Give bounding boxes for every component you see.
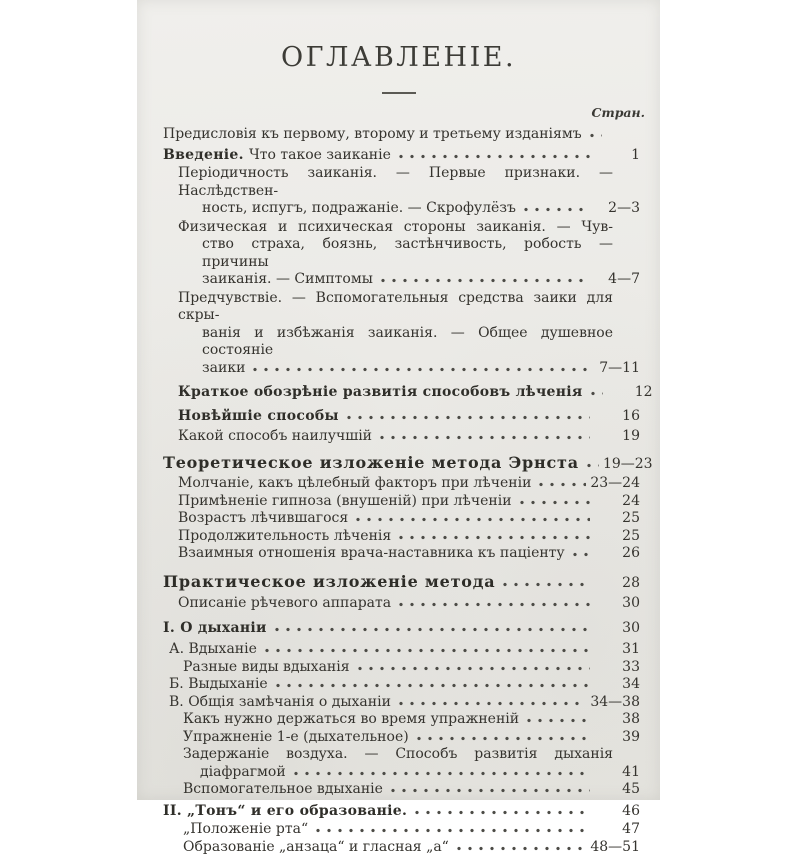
entry-text: Періодичность заиканія. — Первые признаки. — Наслѣдствен-	[178, 165, 613, 199]
toc-line	[137, 493, 640, 511]
toc-line	[137, 781, 640, 799]
toc-entry	[137, 803, 640, 821]
entry-text: Новѣйшіе способы	[178, 408, 339, 426]
entry-text: діафрагмой	[200, 764, 286, 782]
toc-entry	[137, 781, 640, 799]
entry-text: Разные виды вдыханія	[183, 659, 350, 677]
page-number: 25	[594, 528, 640, 546]
toc-line	[137, 147, 640, 165]
toc-line	[137, 360, 640, 378]
toc-entry	[137, 147, 640, 165]
entry-text: Предчувствіе. — Вспомогательныя средства заики для скры-	[178, 290, 613, 324]
dot-leader	[503, 582, 590, 587]
page-number: 4—7	[594, 271, 640, 289]
dot-leader	[356, 517, 590, 522]
page-number: 45	[594, 781, 640, 799]
page-number: 1	[594, 147, 640, 165]
toc-entry	[137, 126, 640, 144]
entry-text: Образованіе „анзаца“ и гласная „а“	[183, 839, 449, 856]
toc-line	[137, 271, 640, 289]
entry-text: Практическое изложеніе метода	[163, 573, 495, 591]
toc-entry	[137, 428, 640, 446]
page-number: 30	[594, 595, 640, 613]
page-number: 28	[594, 575, 640, 593]
page-column-header: Стран.	[137, 105, 660, 120]
entry-text: Какъ нужно держаться во время упражненій	[183, 711, 519, 729]
scan-page	[137, 0, 660, 800]
toc-entry	[137, 545, 640, 563]
toc-line	[137, 200, 640, 218]
dot-leader	[294, 771, 590, 776]
entry-text: Задержаніе воздуха. — Способъ развитія дыханія	[183, 746, 613, 762]
entry-text: Примѣненіе гипноза (внушеній) при лѣченіи	[178, 493, 512, 511]
dot-leader	[347, 415, 590, 420]
page-number: 34—38	[590, 694, 640, 712]
toc-line	[137, 711, 640, 729]
toc-entry	[137, 676, 640, 694]
toc-line	[137, 694, 640, 712]
toc-line	[137, 573, 640, 593]
entry-text: ство страха, боязнь, застѣнчивость, робость — причины	[202, 236, 613, 270]
toc-line	[137, 676, 640, 694]
page-number: 33	[594, 659, 640, 677]
toc-entry	[137, 384, 640, 402]
toc-entry	[137, 839, 640, 856]
toc-line	[137, 428, 640, 446]
toc-line	[137, 528, 640, 546]
entry-text: Теоретическое изложеніе метода Эрнста	[163, 454, 579, 472]
entry-text: ность, испугъ, подражаніе. — Скрофулёзъ	[202, 200, 516, 218]
dot-leader	[415, 810, 590, 815]
page-number: 38	[594, 711, 640, 729]
toc-line	[137, 236, 640, 271]
toc-line	[137, 659, 640, 677]
toc-line	[137, 454, 640, 474]
dot-leader	[520, 500, 590, 505]
toc-line	[137, 475, 640, 493]
toc-entry	[137, 528, 640, 546]
entry-text: Упражненіе 1-е (дыхательное)	[183, 729, 409, 747]
dot-leader	[399, 154, 590, 159]
page-number: 12	[607, 384, 653, 402]
page-number: 7—11	[594, 360, 640, 378]
page-number: 23—24	[590, 475, 640, 493]
toc-line	[137, 620, 640, 638]
toc-list	[137, 126, 660, 856]
toc-entry	[137, 659, 640, 677]
toc-entry	[137, 510, 640, 528]
dot-leader	[590, 133, 602, 138]
toc-line	[137, 325, 640, 360]
page-title: ОГЛАВЛЕНІЕ.	[137, 0, 660, 73]
dot-leader	[391, 788, 590, 793]
entry-text: заики	[202, 360, 245, 378]
entry-text: Введеніе. Что такое заиканіе	[163, 147, 391, 165]
toc-line	[137, 408, 640, 426]
dot-leader	[253, 367, 590, 372]
toc-entry	[137, 746, 640, 781]
entry-text: II. „Тонъ“ и его образованіе.	[163, 803, 407, 821]
page-number: 26	[594, 545, 640, 563]
dot-leader	[527, 718, 590, 723]
dot-leader	[316, 828, 590, 833]
dot-leader	[417, 736, 590, 741]
entry-text: ванія и избѣжанія заиканія. — Общее душевное состояніе	[202, 325, 613, 359]
page-number: 48—51	[590, 839, 640, 856]
entry-text: Б. Выдыханіе	[169, 676, 268, 694]
page-number: 2—3	[594, 200, 640, 218]
toc-line	[137, 595, 640, 613]
page-number: 24	[594, 493, 640, 511]
dot-leader	[399, 535, 590, 540]
dot-leader	[265, 648, 590, 653]
entry-text: I. О дыханіи	[163, 620, 267, 638]
toc-entry	[137, 620, 640, 638]
page-number: 25	[594, 510, 640, 528]
toc-line	[137, 545, 640, 563]
toc-entry	[137, 219, 640, 289]
toc-line	[137, 641, 640, 659]
entry-text: Предисловія къ первому, второму и третьему изданіямъ	[163, 126, 582, 144]
dot-leader	[381, 278, 590, 283]
toc-line	[137, 126, 640, 144]
dot-leader	[587, 463, 599, 468]
page-number: 19—23	[603, 456, 649, 474]
page-number: 34	[594, 676, 640, 694]
toc-entry	[137, 475, 640, 493]
toc-line	[137, 729, 640, 747]
entry-text: А. Вдыханіе	[169, 641, 257, 659]
dot-leader	[380, 435, 590, 440]
dot-leader	[399, 602, 590, 607]
toc-entry	[137, 729, 640, 747]
dot-leader	[457, 846, 587, 851]
entry-text: заиканія. — Симптомы	[202, 271, 373, 289]
toc-line	[137, 746, 640, 764]
toc-entry	[137, 711, 640, 729]
toc-line	[137, 290, 640, 325]
entry-text: Взаимныя отношенія врача-наставника къ паціенту	[178, 545, 565, 563]
dot-leader	[539, 482, 586, 487]
toc-entry	[137, 165, 640, 218]
page-number: 46	[594, 803, 640, 821]
entry-text: Возрастъ лѣчившагося	[178, 510, 348, 528]
toc-entry	[137, 493, 640, 511]
toc-line	[137, 821, 640, 839]
entry-bold-prefix: Введеніе.	[163, 147, 249, 163]
toc-line	[137, 839, 640, 856]
entry-text: Описаніе рѣчевого аппарата	[178, 595, 391, 613]
toc-entry	[137, 821, 640, 839]
dot-leader	[358, 666, 590, 671]
dot-leader	[275, 627, 590, 632]
toc-entry	[137, 641, 640, 659]
toc-line	[137, 219, 640, 237]
entry-text: Молчаніе, какъ цѣлебный факторъ при лѣченіи	[178, 475, 531, 493]
page-number: 47	[594, 821, 640, 839]
page-number: 41	[594, 764, 640, 782]
dot-leader	[524, 207, 590, 212]
toc-line	[137, 510, 640, 528]
entry-text: Физическая и психическая стороны заиканія. — Чув-	[178, 219, 613, 235]
toc-entry	[137, 694, 640, 712]
entry-text: В. Общія замѣчанія о дыханіи	[169, 694, 391, 712]
toc-line	[137, 384, 640, 402]
page-number: 39	[594, 729, 640, 747]
dot-leader	[399, 701, 586, 706]
toc-entry	[137, 454, 640, 474]
toc-line	[137, 764, 640, 782]
title-divider-rule	[382, 92, 416, 94]
entry-text: Какой способъ наилучшій	[178, 428, 372, 446]
toc-entry	[137, 595, 640, 613]
dot-leader	[276, 683, 590, 688]
toc-entry	[137, 573, 640, 593]
toc-line	[137, 165, 640, 200]
entry-text: Краткое обозрѣніе развитія способовъ лѣченія	[178, 384, 583, 402]
page-number: 19	[594, 428, 640, 446]
entry-text: Вспомогательное вдыханіе	[183, 781, 383, 799]
entry-text: „Положеніе рта“	[183, 821, 308, 839]
page-number: 31	[594, 641, 640, 659]
dot-leader	[591, 391, 603, 396]
toc-entry	[137, 408, 640, 426]
toc-entry	[137, 290, 640, 378]
page-number: 30	[594, 620, 640, 638]
toc-line	[137, 803, 640, 821]
page-number: 16	[594, 408, 640, 426]
entry-text: Продолжительность лѣченія	[178, 528, 391, 546]
dot-leader	[573, 552, 590, 557]
